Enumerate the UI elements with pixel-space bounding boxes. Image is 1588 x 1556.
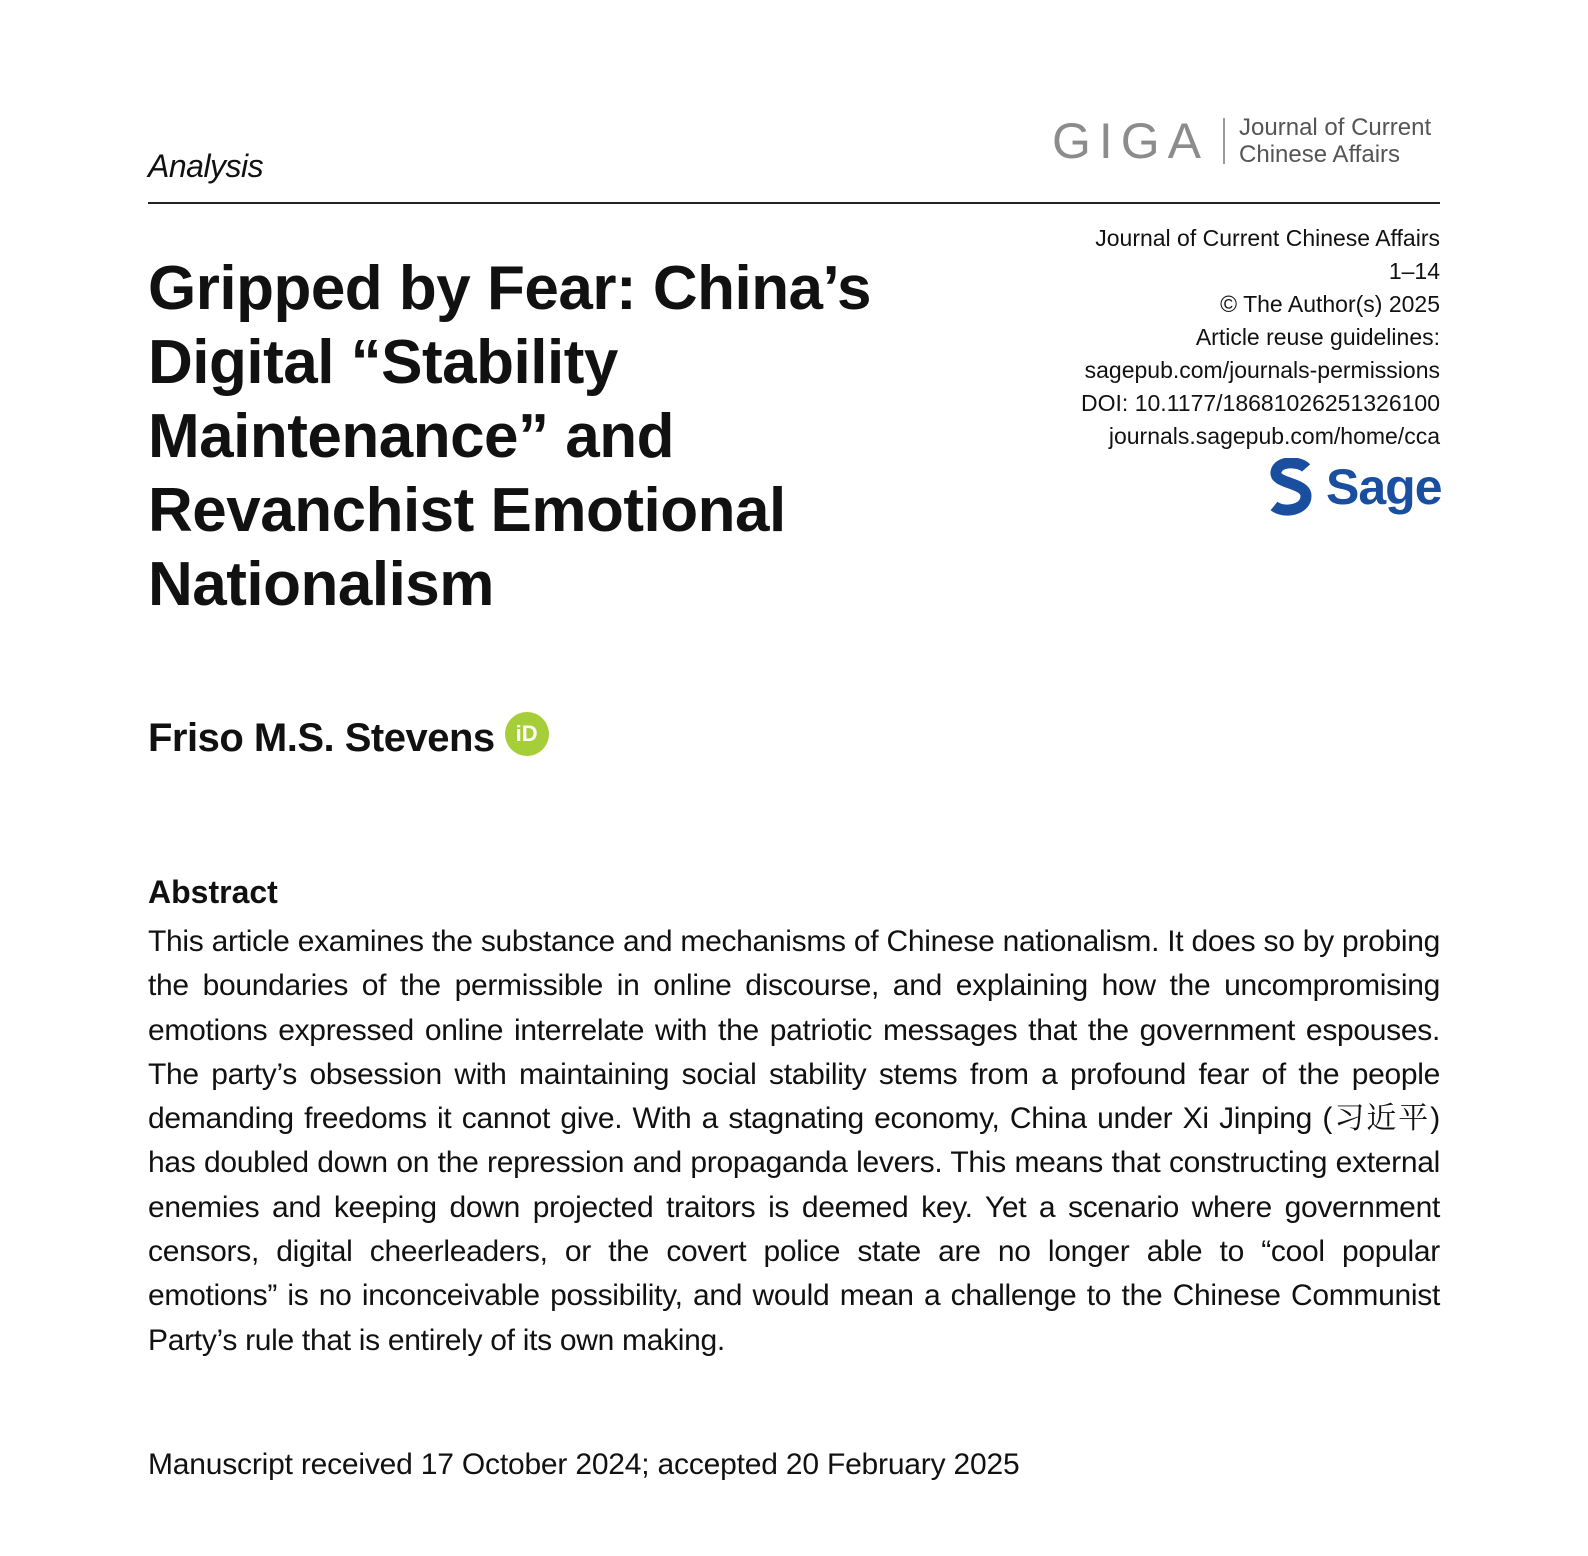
sage-s-icon xyxy=(1270,458,1312,516)
manuscript-dates: Manuscript received 17 October 2024; accepted 20 February 2025 xyxy=(148,1448,1020,1481)
reuse-label: Article reuse guidelines: xyxy=(1195,324,1440,350)
reuse-link[interactable]: sagepub.com/journals-permissions xyxy=(1084,357,1440,383)
author-line xyxy=(148,716,549,761)
abstract-heading: Abstract xyxy=(148,874,278,910)
doi[interactable]: DOI: 10.1177/18681026251326100 xyxy=(1081,390,1440,416)
article-type-label: Analysis xyxy=(148,148,264,184)
sage-wordmark: Sage xyxy=(1326,459,1442,515)
journal-name: Journal of Current Chinese Affairs xyxy=(1095,225,1440,251)
copyright: © The Author(s) 2025 xyxy=(1220,291,1440,317)
page-range: 1–14 xyxy=(1388,258,1440,284)
abstract-text: This article examines the substance and mechanisms of Chinese nationalism. It does so by probing the boundaries of the permissible in online discourse, and explaining how the uncompromising emotions expressed online interrelate with the patriotic messages that the government espouses. The party’s obsession with maintaining social stability stems from a profound fear of the people demanding freedoms it cannot give. With a stagnating economy, China under Xi Jinping (习近平) has doubled down on the repression and propaganda levers. This means that constructing external enemies and keeping down projected traitors is deemed key. Yet a scenario where government censors, digital cheerleaders, or the covert police state are no longer able to “cool popular emotions” is no inconceivable possibility, and would mean a challenge to the Chinese Communist Party’s rule that is entirely of its own making. xyxy=(148,925,1440,1357)
author-name: Friso M.S. Stevens xyxy=(148,716,495,760)
journal-link[interactable]: journals.sagepub.com/home/cca xyxy=(1108,423,1440,449)
giga-journal-logo xyxy=(1052,112,1431,170)
article-title: Gripped by Fear: China’s Digital “Stability Maintenance” and Revanchist Emotional Nationalism xyxy=(148,254,871,619)
header-rule xyxy=(148,202,1440,204)
orcid-icon[interactable]: iD xyxy=(505,712,549,756)
giga-logo-text: GIGA xyxy=(1052,113,1210,169)
sage-logo xyxy=(1270,458,1442,516)
journal-logo-name: Journal of Current Chinese Affairs xyxy=(1239,114,1432,168)
logo-divider xyxy=(1223,118,1225,164)
journal-metadata xyxy=(1081,222,1440,453)
